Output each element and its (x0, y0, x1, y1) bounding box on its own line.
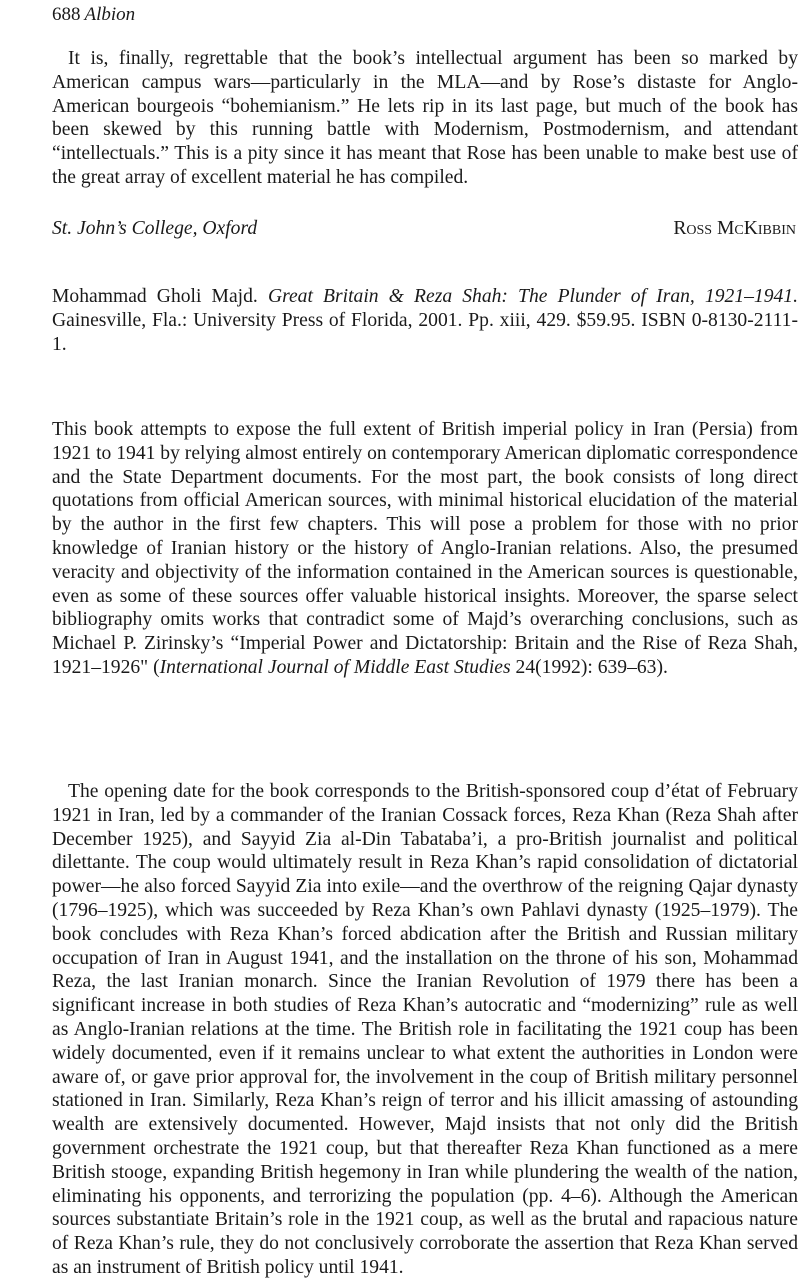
paragraph-text (52, 418, 798, 680)
review-paragraph-2 (52, 780, 798, 1280)
paragraph-text-part: This book attempts to expose the full extent of British imperial policy in Iran (Persia) from 1921 to 1941 by relying almost entirely on contemporary American diplomatic correspondence and the State Department documents. For the most part, the book consists of long direct quotations from official American sources, with minimal historical elucidation of the material by the author in the first few chapters. This will pose a problem for those with no prior knowledge of Iranian history or the history of Anglo-Iranian relations. Also, the presumed veracity and objectivity of the information contained in the American sources is questionable, even as some of these sources offer valuable historical insights. Moreover, the sparse select bibliography omits works that contradict some of Majd’s overarching conclusions, such as Michael P. Zirinsky’s “Imperial Power and Dictatorship: Britain and the Rise of Reza Shah, 1921–1926" ( (52, 419, 798, 678)
review-paragraph-1 (52, 418, 798, 680)
reviewer-signature (52, 217, 798, 241)
paragraph-text: The opening date for the book corresponds to the British-sponsored coup d’état of February 1921 in Iran, led by a commander of the Iranian Cossack forces, Reza Khan (Reza Shah after December 1925), and Sayyid Zia al-Din Tabataba’i, a pro-British journalist and political dilettante. The coup would ultimately result in Reza Khan’s rapid consolidation of dictatorial power—he also forced Sayyid Zia into exile—and the overthrow of the reigning Qajar dynasty (1796–1925), which was succeeded by Reza Khan’s own Pahlavi dynasty (1925–1979). The book concludes with Reza Khan’s forced abdication after the British and Russian military occupation of Iran in August 1941, and the installation on the throne of his son, Mohammad Reza, the last Iranian monarch. Since the Iranian Revolution of 1979 there has been a significant increase in both studies of Reza Khan’s autocratic and “modernizing” rule as well as Anglo-Iranian relations at the time. The British role in facilitating the 1921 coup has been widely documented, even if it remains unclear to what extent the authorities in London were aware of, or gave prior approval for, the involvement in the coup of British military personnel stationed in Iran. Similarly, Reza Khan’s reign of terror and his illicit amassing of astounding wealth are extensively documented. However, Majd insists that not only did the British government orchestrate the 1921 coup, but that thereafter Reza Khan functioned as a mere British stooge, expanding British hegemony in Iran while plundering the wealth of the nation, eliminating his opponents, and terrorizing the population (pp. 4–6). Although the American sources substantiate Britain’s role in the 1921 coup, as well as the brutal and rapacious nature of Reza Khan’s rule, they do not conclusively corroborate the assertion that Reza Khan served as an instrument of British policy until 1941. (52, 781, 798, 1278)
citation-author: Mohammad Gholi Majd. (52, 286, 258, 307)
review-closing-paragraph (52, 47, 798, 190)
citation-title: Great Britain & Reza Shah: The Plunder of Iran, 1921–1941. (267, 286, 798, 307)
running-header (52, 3, 135, 27)
cited-journal-title: International Journal of Middle East Studies (159, 656, 511, 678)
paragraph-text: It is, finally, regrettable that the book’s intellectual argument has been so marked by American campus wars—particularly in the MLA—and by Rose’s distaste for Anglo-American bourgeois “bohemianism.” He lets rip in its last page, but much of the book has been skewed by this running battle with Modernism, Postmodernism, and attendant “intellectuals.” This is a pity since it has meant that Rose has been unable to make best use of the great array of excellent material he has compiled. (52, 48, 798, 188)
journal-title: Albion (84, 4, 136, 25)
reviewer-affiliation: St. John’s College, Oxford (52, 218, 258, 239)
paragraph-text-part: 24(1992): 639–63). (510, 656, 668, 678)
reviewer-name: Ross McKibbin (673, 218, 796, 239)
book-citation (52, 285, 798, 356)
citation-text (52, 285, 798, 356)
page-number: 688 (52, 4, 81, 25)
citation-details: Gainesville, Fla.: University Press of Florida, 2001. Pp. xiii, 429. $59.95. ISBN 0-8130-2111-1. (52, 309, 798, 355)
